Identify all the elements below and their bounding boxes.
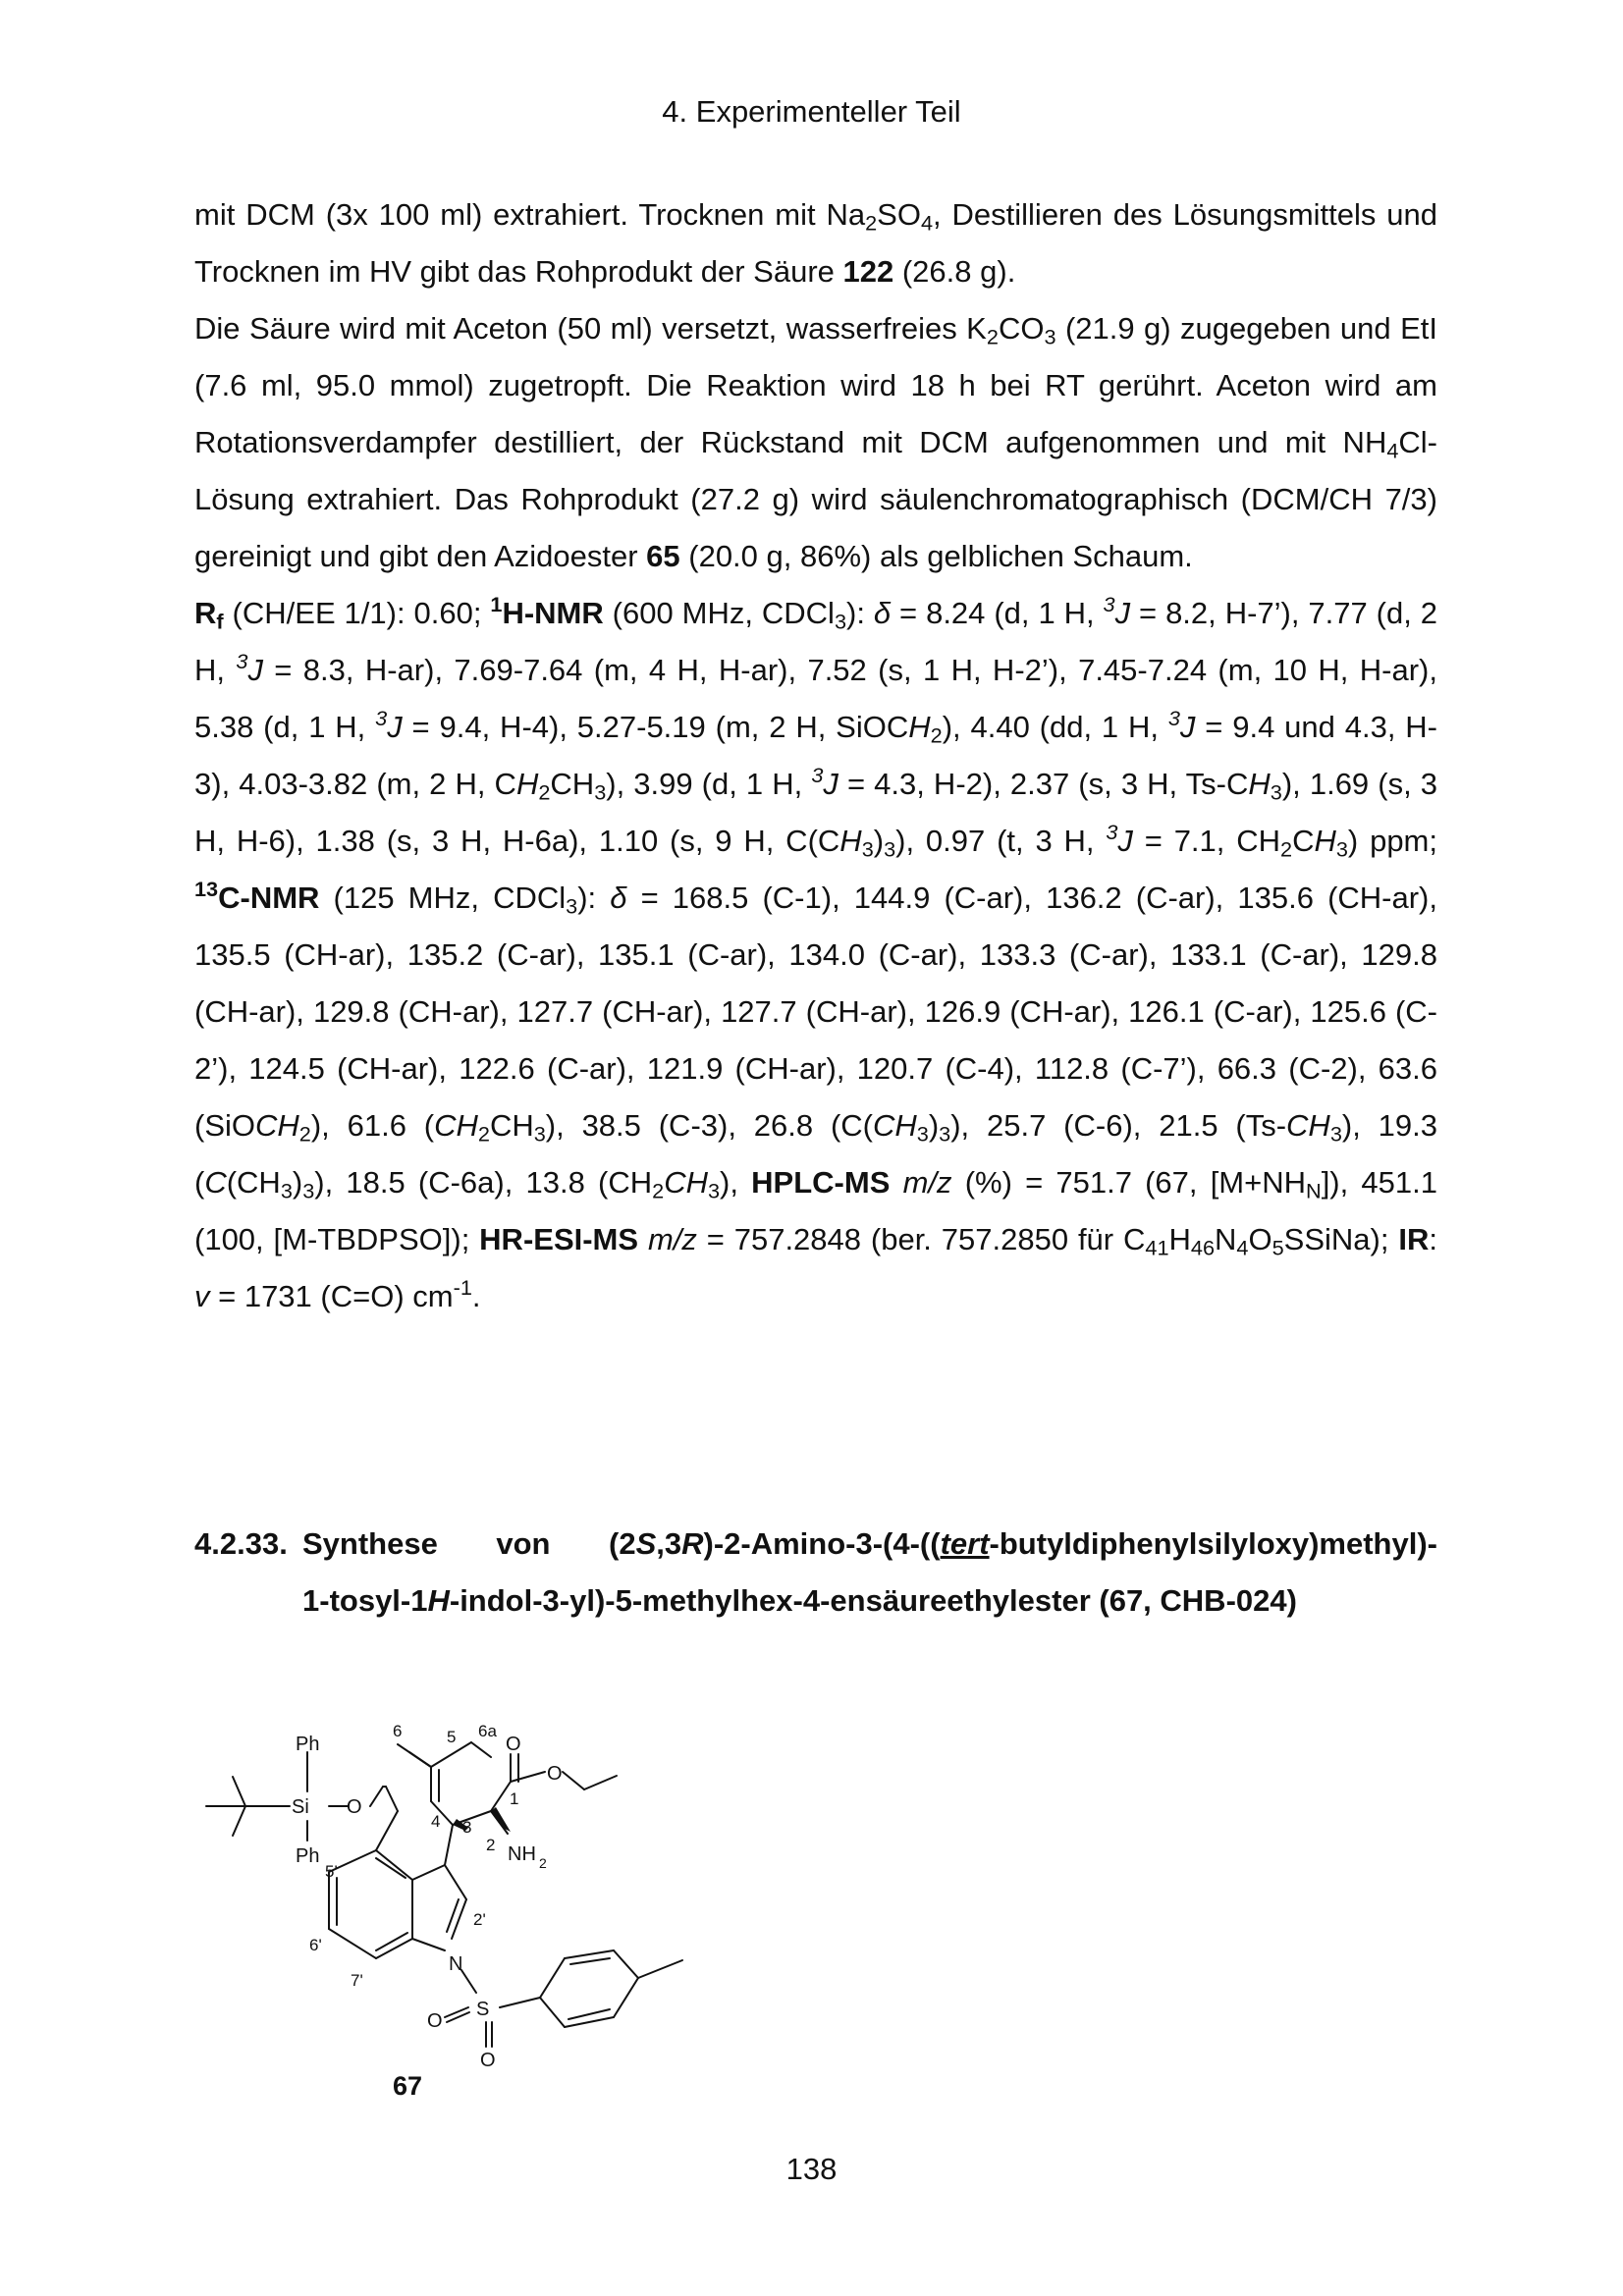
- svg-text:2': 2': [473, 1910, 486, 1929]
- svg-text:O: O: [347, 1796, 362, 1818]
- svg-text:Ph: Ph: [296, 1734, 320, 1755]
- running-header: 4. Experimenteller Teil: [662, 94, 961, 129]
- svg-text:7': 7': [351, 1971, 363, 1990]
- svg-text:5: 5: [447, 1728, 457, 1746]
- svg-text:5': 5': [325, 1862, 338, 1881]
- svg-text:NH: NH: [508, 1843, 536, 1865]
- svg-text:2: 2: [539, 1855, 547, 1871]
- svg-text:Si: Si: [292, 1796, 309, 1818]
- svg-text:1: 1: [510, 1789, 519, 1808]
- svg-text:6a: 6a: [478, 1722, 497, 1740]
- section-title-line-2: 1-tosyl-1H-indol-3-yl)-5-methylhex-4-ensäureethylester (67, CHB-024): [302, 1583, 1297, 1618]
- main-text: [194, 187, 1437, 1325]
- chemical-structure: [191, 1693, 702, 2086]
- svg-text:4: 4: [431, 1812, 441, 1831]
- svg-text:Ph: Ph: [296, 1845, 320, 1867]
- svg-text:2: 2: [486, 1836, 496, 1854]
- svg-text:3: 3: [462, 1818, 472, 1837]
- page-number: 138: [785, 2152, 838, 2186]
- structure-labels: [292, 1722, 563, 2071]
- svg-text:O: O: [547, 1763, 563, 1785]
- svg-text:O: O: [506, 1734, 521, 1755]
- svg-text:S: S: [476, 1999, 490, 2020]
- paragraph-analytics: $R_f$ (CH/EE 1/1): 0.60; $^1$H-NMR (600 MHz, CDCl$_3$): δ = 8.24 (d, 1 H, $^3$J = 8.2, H-7’), 7.77 (d, 2 H, $^3$J = 8.3, H-ar), 7.69-7.64 (m, 4 H, H-ar), 7.52 (s, 1 H, H-2’), 7.45-7.24 (m, 10 H, H-ar), 5.38 (d, 1 H, $^3$J = 9.4, H-4), 5.27-5.19 (m, 2 H, SiOCH$_2$), 4.40 (dd, 1 H, $^3$J = 9.4 und 4.3, H-3), 4.03-3.82 (m, 2 H, $CH_2CH_3$), 3.99 (d, 1 H, $^3$J = 4.3, H-2), 2.37 (s, 3 H, $Ts-CH_3$), 1.69 (s, 3 H, H-6), 1.38 (s, 3 H, H-6a), 1.10 (s, 9 H, $C(CH_3)_3$), 0.97 (t, 3 H, $^3$J = 7.1, $CH_2CH_3$) ppm; $^{13}$C-NMR (125 MHz, CDCl$_3$): δ = 168.5 (C-1), 144.9 (C-ar), 136.2 (C-ar), 135.6 (CH-ar), 135.5 (CH-ar), 135.2 (C-ar), 135.1 (C-ar), 134.0 (C-ar), 133.3 (C-ar), 133.1 (C-ar), 129.8 (CH-ar), 129.8 (CH-ar), 127.7 (CH-ar), 127.7 (CH-ar), 126.9 (CH-ar), 126.1 (C-ar), 125.6 (C-2’), 124.5 (CH-ar), 122.6 (C-ar), 121.9 (CH-ar), 120.7 (C-4), 112.8 (C-7’), 66.3 (C-2), 63.6 (SiOCH$_2$), 61.6 $(CH_2CH_3)$, 38.5 (C-3), 26.8 $(C(CH_3)_3)$, 25.7 (C-6), 21.5 $(Ts-CH_3)$, 19.3 $(C(CH_3)_3)$, 18.5 (C-6a), 13.8 $(CH_2CH_3)$, HPLC-MS m/z (%) = 751.7 (67, $[M+NH_N]$), 451.1 (100, [M-TBDPSO]); HR-ESI-MS m/z = 757.2848 (ber. 757.2850 für $C_{41}H_{46}N_4O_5SSiNa$); IR: v = 1731 (C=O) $cm^{-1}$.: [194, 592, 1438, 1313]
- section-title-line-1: Synthese von (2S,3R)-2-Amino-3-(4-((tert-butyldiphenylsilyloxy)methyl)-: [302, 1526, 1437, 1561]
- svg-text:N: N: [449, 1953, 463, 1975]
- structure-drawing: [191, 1693, 702, 2086]
- section-heading: [194, 1516, 1437, 1629]
- wedge-bond-2: [491, 1807, 511, 1832]
- svg-text:6': 6': [309, 1936, 322, 1954]
- svg-text:O: O: [427, 2010, 443, 2032]
- svg-text:6: 6: [393, 1722, 403, 1740]
- paragraph-2: Die Säure wird mit Aceton (50 ml) versetzt, wasserfreies $K_2CO_3$ (21.9 g) zugegeben und EtI (7.6 ml, 95.0 mmol) zugetropft. Die Reaktion wird 18 h bei RT gerührt. Aceton wird am Rotationsverdampfer destilliert, der Rückstand mit DCM aufgenommen und mit $NH_4Cl$-Lösung extrahiert. Das Rohprodukt (27.2 g) wird säulenchromatographisch (DCM/CH 7/3) gereinigt und gibt den Azidoester 65 (20.0 g, 86%) als gelblichen Schaum.: [194, 311, 1437, 573]
- section-number: 4.2.33.: [194, 1526, 288, 1561]
- paragraph-1: mit DCM (3x 100 ml) extrahiert. Trocknen mit $Na_2SO_4$, Destillieren des Lösungsmittels und Trocknen im HV gibt das Rohprodukt der Säure 122 (26.8 g).: [194, 197, 1437, 289]
- svg-text:O: O: [480, 2050, 496, 2071]
- compound-number-label: 67: [393, 2071, 423, 2101]
